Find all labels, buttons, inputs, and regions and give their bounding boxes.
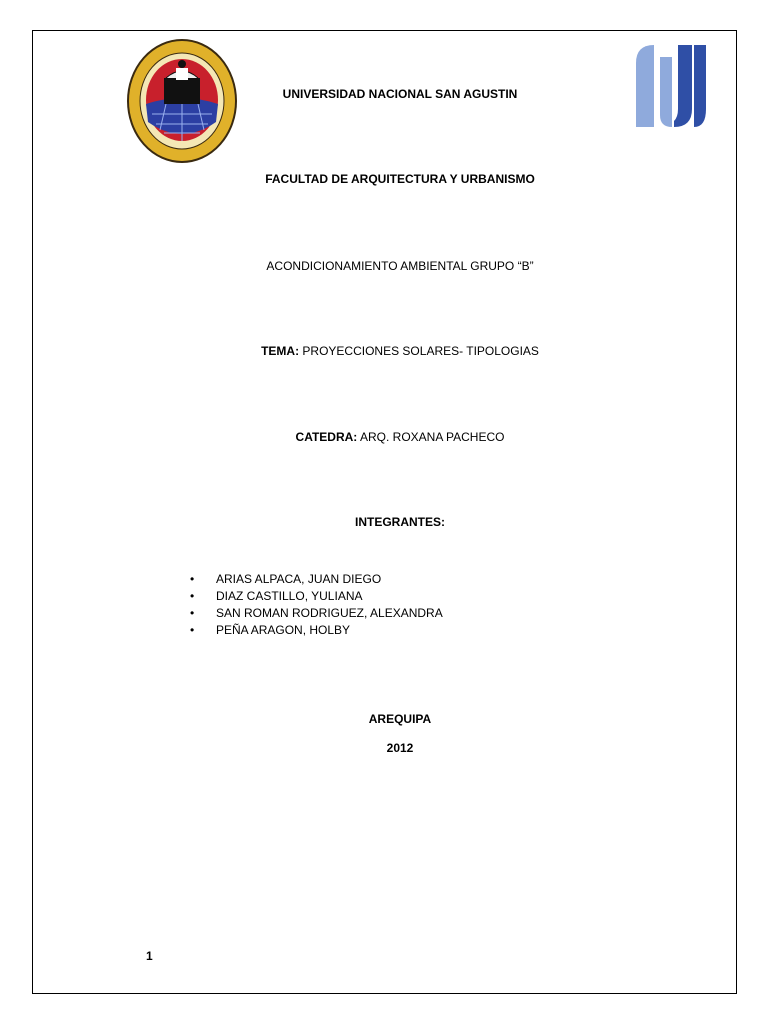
- institution-logo: [634, 43, 708, 129]
- member-name: DIAZ CASTILLO, YULIANA: [216, 589, 363, 603]
- topic-line: [60, 344, 740, 358]
- list-item: [190, 571, 443, 588]
- member-name: SAN ROMAN RODRIGUEZ, ALEXANDRA: [216, 606, 443, 620]
- bullet-icon: •: [190, 589, 195, 603]
- member-name: ARIAS ALPACA, JUAN DIEGO: [216, 572, 382, 586]
- members-heading: INTEGRANTES:: [355, 515, 445, 529]
- bullet-icon: •: [190, 572, 195, 586]
- city: AREQUIPA: [368, 712, 432, 726]
- university-seal-logo: [126, 38, 238, 164]
- topic-value: PROYECCIONES SOLARES- TIPOLOGIAS: [299, 344, 539, 358]
- topic-label: TEMA:: [261, 344, 300, 358]
- list-item: [190, 605, 443, 622]
- faculty-name: FACULTAD DE ARQUITECTURA Y URBANISMO: [265, 172, 535, 186]
- year: 2012: [386, 741, 414, 755]
- chair-line: [60, 430, 740, 444]
- bullet-icon: •: [190, 623, 195, 637]
- list-item: [190, 622, 443, 639]
- chair-value: ARQ. ROXANA PACHECO: [357, 430, 505, 444]
- list-item: [190, 588, 443, 605]
- member-name: PEÑA ARAGON, HOLBY: [216, 623, 351, 637]
- chair-label: CATEDRA:: [295, 430, 358, 444]
- page-number: 1: [146, 949, 153, 963]
- course-name: ACONDICIONAMIENTO AMBIENTAL GRUPO “B”: [266, 259, 534, 273]
- bullet-icon: •: [190, 606, 195, 620]
- university-name: UNIVERSIDAD NACIONAL SAN AGUSTIN: [282, 87, 518, 101]
- members-list: [190, 571, 443, 639]
